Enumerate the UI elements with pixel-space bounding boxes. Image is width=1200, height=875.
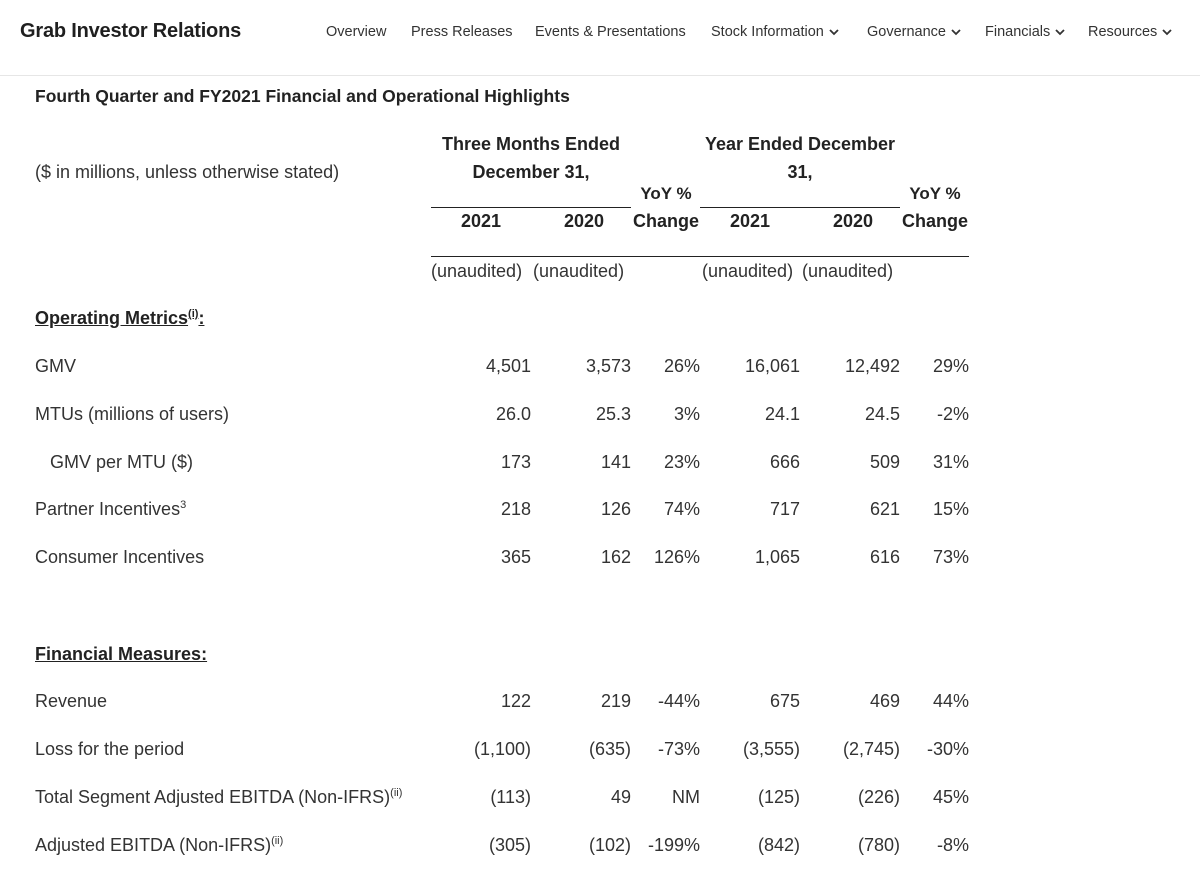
cell-value: (1,100) <box>473 739 531 759</box>
chevron-down-icon <box>1054 26 1066 38</box>
cell-value: 23% <box>663 452 700 472</box>
row-label: Revenue <box>35 691 108 711</box>
cell-value: 26.0 <box>495 404 531 424</box>
cell-value: 25.3 <box>595 404 631 424</box>
cell-value: 173 <box>500 452 531 472</box>
cell-value: 219 <box>600 691 631 711</box>
cell-value: 74% <box>663 499 700 519</box>
chevron-down-icon <box>828 26 840 38</box>
cell-value: (2,745) <box>842 739 900 759</box>
fy-yoy-header-line1: YoY % <box>909 184 961 203</box>
q4-yoy-header-line2: Change <box>632 211 699 231</box>
cell-value: 24.5 <box>864 404 900 424</box>
financial-measures-heading: Financial Measures: <box>35 644 208 664</box>
row-label: Consumer Incentives <box>35 547 205 567</box>
nav-resources[interactable] <box>1088 24 1173 40</box>
cell-value: 509 <box>869 452 900 472</box>
cell-value: (125) <box>757 787 800 807</box>
main-nav <box>0 24 1200 44</box>
cell-value: 675 <box>769 691 800 711</box>
cell-value: 141 <box>600 452 631 472</box>
cell-value: (842) <box>757 835 800 855</box>
row-label: GMV per MTU ($) <box>50 452 194 472</box>
nav-financials[interactable] <box>985 24 1066 40</box>
fy-group-rule <box>700 207 900 208</box>
fy-group-header-line2: 31, <box>787 162 813 182</box>
fy-2021-header: 2021 <box>729 211 771 231</box>
nav-label: Governance <box>867 24 946 40</box>
site-header <box>0 0 1200 76</box>
q4-group-rule <box>431 207 631 208</box>
row-label: Loss for the period <box>35 739 185 759</box>
row-label: Adjusted EBITDA (Non-IFRS) <box>35 835 272 855</box>
header-bottom-rule <box>431 256 969 257</box>
footnote-marker: (i) <box>188 308 199 320</box>
cell-value: (635) <box>588 739 631 759</box>
cell-value: -44% <box>657 691 700 711</box>
cell-value: (226) <box>857 787 900 807</box>
cell-value: 3,573 <box>585 356 631 376</box>
nav-label: Overview <box>326 24 387 40</box>
footnote-marker: (ii) <box>271 835 284 847</box>
cell-value: (102) <box>588 835 631 855</box>
cell-value: (780) <box>857 835 900 855</box>
row-label: Partner Incentives <box>35 499 181 519</box>
cell-value: -30% <box>926 739 969 759</box>
cell-value: 29% <box>932 356 969 376</box>
cell-value: 365 <box>500 547 531 567</box>
cell-value: -2% <box>936 404 969 424</box>
cell-value: 122 <box>500 691 531 711</box>
cell-value: 621 <box>869 499 900 519</box>
nav-events-presentations[interactable] <box>535 24 686 40</box>
cell-value: 24.1 <box>764 404 800 424</box>
cell-value: 26% <box>663 356 700 376</box>
cell-value: 1,065 <box>754 547 800 567</box>
footnote-marker: (ii) <box>390 787 403 799</box>
cell-value: 3% <box>673 404 700 424</box>
row-label: Total Segment Adjusted EBITDA (Non-IFRS) <box>35 787 391 807</box>
nav-overview[interactable] <box>326 24 386 40</box>
fy-yoy-header-line2: Change <box>901 211 968 231</box>
nav-label: Resources <box>1088 24 1158 40</box>
q4-group-header-line1: Three Months Ended <box>441 134 620 154</box>
cell-value: 717 <box>769 499 800 519</box>
cell-value: 49 <box>610 787 631 807</box>
cell-value: 469 <box>869 691 900 711</box>
cell-value: 162 <box>600 547 631 567</box>
row-label-wrap <box>35 835 283 856</box>
cell-value: 45% <box>932 787 969 807</box>
cell-value: 31% <box>932 452 969 472</box>
cell-value: -73% <box>657 739 700 759</box>
nav-press-releases[interactable] <box>411 24 513 40</box>
cell-value: 44% <box>932 691 969 711</box>
footnote-marker: 3 <box>180 499 187 511</box>
cell-value: (305) <box>488 835 531 855</box>
cell-value: 12,492 <box>844 356 900 376</box>
nav-label: Press Releases <box>411 24 513 40</box>
cell-value: 218 <box>500 499 531 519</box>
cell-value: 16,061 <box>744 356 800 376</box>
cell-value: 73% <box>932 547 969 567</box>
chevron-down-icon <box>1161 26 1173 38</box>
unaudited-label: (unaudited) <box>533 261 625 281</box>
row-label: MTUs (millions of users) <box>35 404 230 424</box>
fy-2020-header: 2020 <box>832 211 873 231</box>
nav-label: Stock Information <box>711 24 824 40</box>
cell-value: 4,501 <box>485 356 531 376</box>
fy-group-header-line1: Year Ended December <box>704 134 896 154</box>
operating-metrics-heading <box>35 308 204 329</box>
cell-value: -8% <box>936 835 969 855</box>
units-note: ($ in millions, unless otherwise stated) <box>35 162 340 182</box>
row-label-wrap <box>35 499 186 520</box>
brand-logo-text[interactable]: Grab Investor Relations <box>20 20 242 42</box>
q4-2020-header: 2020 <box>563 211 604 231</box>
unaudited-label: (unaudited) <box>802 261 894 281</box>
cell-value: 616 <box>869 547 900 567</box>
unaudited-label: (unaudited) <box>702 261 794 281</box>
nav-stock-information[interactable] <box>711 24 840 40</box>
cell-value: 126 <box>600 499 631 519</box>
chevron-down-icon <box>950 26 962 38</box>
cell-value: 126% <box>653 547 700 567</box>
q4-group-header-line2: December 31, <box>472 162 590 182</box>
section-title: Fourth Quarter and FY2021 Financial and Operational Highlights <box>35 86 570 106</box>
row-label-wrap <box>35 787 402 808</box>
cell-value: 666 <box>769 452 800 472</box>
cell-value: 15% <box>932 499 969 519</box>
cell-value: -199% <box>647 835 700 855</box>
q4-2021-header: 2021 <box>460 211 502 231</box>
row-label: GMV <box>35 356 77 376</box>
q4-yoy-header-line1: YoY % <box>640 184 692 203</box>
nav-governance[interactable] <box>867 24 962 40</box>
cell-value: NM <box>672 787 700 807</box>
heading-colon: : <box>198 308 205 328</box>
nav-label: Events & Presentations <box>535 24 686 40</box>
cell-value: (113) <box>490 787 531 807</box>
operating-metrics-label: Operating Metrics <box>35 308 189 328</box>
nav-label: Financials <box>985 24 1051 40</box>
unaudited-label: (unaudited) <box>431 261 523 281</box>
cell-value: (3,555) <box>742 739 800 759</box>
